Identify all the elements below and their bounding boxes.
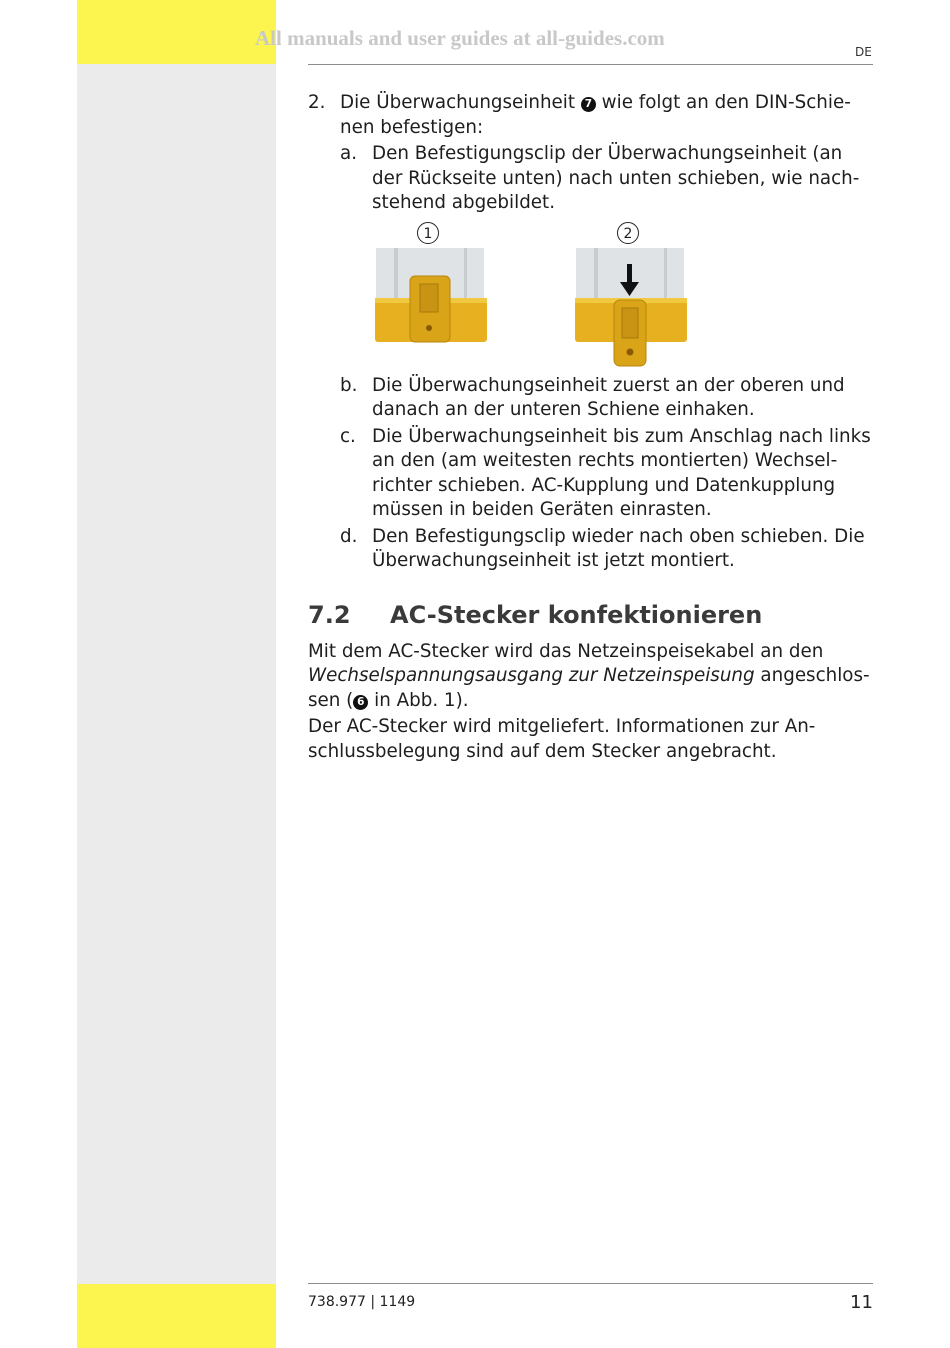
substep-marker: a. (340, 143, 358, 164)
language-code: DE (855, 45, 872, 59)
section-number: 7.2 (308, 600, 351, 629)
clip-figures (308, 222, 873, 362)
text-line: sen ( (308, 689, 354, 711)
substep-text (372, 525, 873, 574)
section-paragraph-1 (308, 640, 873, 714)
text-line: Die Überwachungseinheit zuerst an der oberen und (372, 374, 845, 396)
footer-rule (308, 1283, 873, 1284)
figure-1 (374, 222, 494, 362)
text-line: stehend abgebildet. (372, 192, 556, 213)
section-heading (308, 600, 873, 630)
substep-text (372, 374, 873, 423)
text-line: Überwachungseinheit ist jetzt montiert. (372, 550, 735, 571)
text-line: richter schieben. AC-Kupplung und Datenkupplung (372, 474, 836, 496)
step-2 (308, 91, 873, 140)
figure-1-number: 1 (417, 222, 439, 244)
section-title: AC-Stecker konfektionieren (390, 600, 763, 629)
text-line: angeschlos- (754, 665, 870, 686)
step-text-part: nen befestigen: (340, 116, 484, 138)
text-line: in Abb. 1). (368, 689, 469, 711)
main-content (308, 91, 873, 764)
substep-text (372, 142, 873, 216)
text-line: schlussbelegung sind auf dem Stecker angebracht. (308, 740, 777, 762)
substep-b (308, 374, 873, 423)
text-line: Die Überwachungseinheit bis zum Anschlag nach links (372, 425, 871, 447)
step-text-part: wie folgt an den DIN-Schie- (595, 92, 851, 113)
top-accent-block (77, 0, 276, 64)
ref-6-icon: 6 (353, 695, 368, 710)
text-line: Den Befestigungsclip der Überwachungseinheit (an (372, 143, 843, 164)
step-number: 2. (308, 92, 326, 113)
step-text (340, 91, 873, 140)
page-number: 11 (850, 1292, 873, 1313)
substep-c (308, 425, 873, 523)
substep-marker: d. (340, 525, 358, 547)
substep-marker: c. (340, 425, 356, 447)
clip-up-photo-icon (374, 246, 490, 346)
substep-marker: b. (340, 374, 358, 396)
document-number: 738.977 | 1149 (308, 1294, 416, 1310)
substep-a (308, 142, 873, 216)
text-line: Der AC-Stecker wird mitgeliefert. Informationen zur An- (308, 716, 816, 737)
italic-term: Wechselspannungsausgang zur Netzeinspeisung (308, 665, 755, 686)
text-line: an den (am weitesten rechts montierten) Wechsel- (372, 450, 838, 471)
clip-down-photo-icon (574, 246, 690, 370)
text-line: müssen in beiden Geräten einrasten. (372, 499, 712, 520)
sidebar-band (77, 0, 276, 1348)
text-line: Den Befestigungsclip wieder nach oben schieben. Die (372, 525, 865, 547)
figure-2 (574, 222, 694, 362)
step-text-part: Die Überwachungseinheit (340, 92, 581, 113)
bottom-accent-block (77, 1284, 276, 1348)
section-paragraph-2 (308, 715, 873, 764)
text-line: danach an der unteren Schiene einhaken. (372, 399, 755, 420)
substep-d (308, 525, 873, 574)
watermark: All manuals and user guides at all-guides.com (255, 26, 665, 50)
figure-2-number: 2 (617, 222, 639, 244)
text-line: Mit dem AC-Stecker wird das Netzeinspeisekabel an den (308, 640, 824, 662)
ref-7-icon: 7 (581, 97, 596, 112)
header-rule (308, 64, 873, 65)
substep-text (372, 425, 873, 523)
text-line: der Rückseite unten) nach unten schieben, wie nach- (372, 167, 860, 189)
